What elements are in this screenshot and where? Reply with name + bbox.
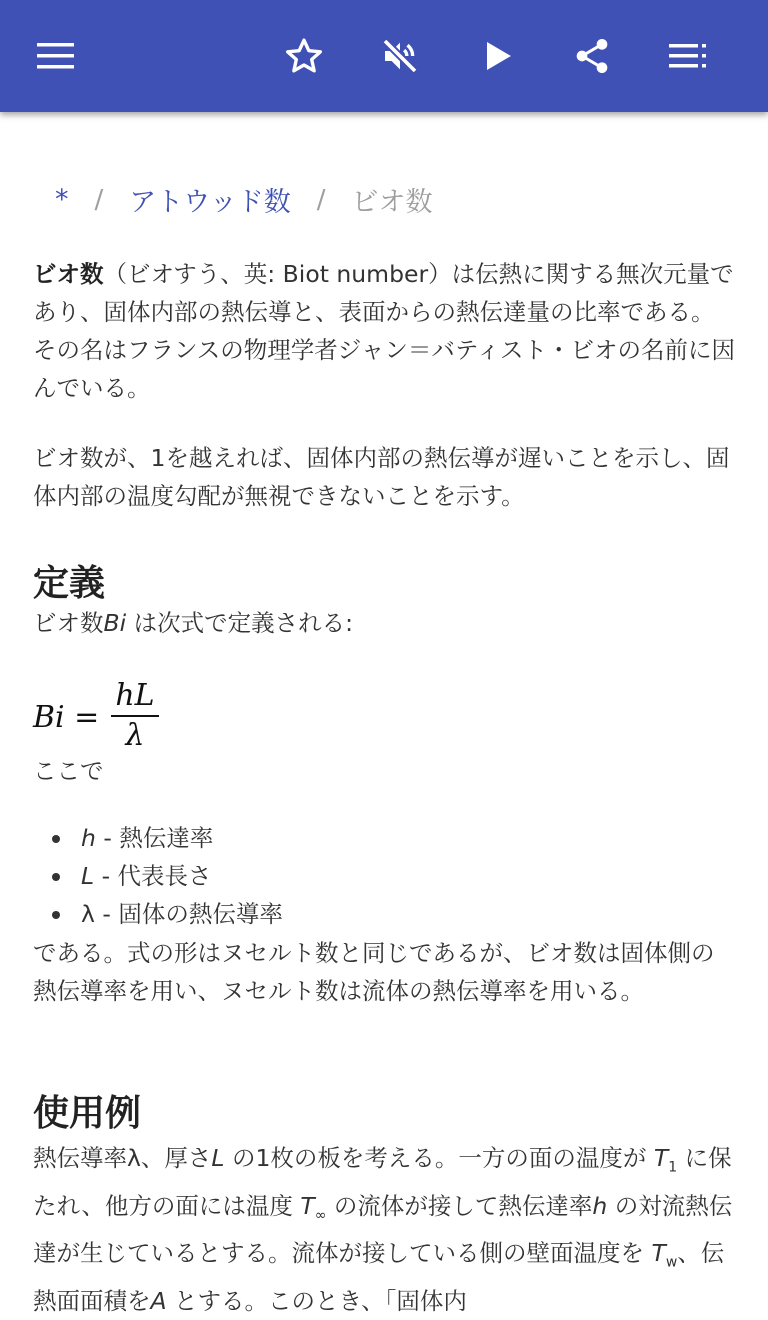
- variable-description: - 代表長さ: [94, 862, 212, 890]
- usage-paragraph: [33, 1139, 735, 1320]
- variable-list: [33, 819, 283, 933]
- breadcrumb-current: ビオ数: [351, 187, 433, 218]
- formula-denominator: λ: [125, 718, 145, 753]
- breadcrumb-root-link[interactable]: *: [55, 184, 69, 215]
- usage-variable: T: [651, 1239, 666, 1268]
- volume-off-icon: [380, 36, 420, 76]
- breadcrumb-separator: /: [94, 184, 104, 215]
- variable-symbol: L: [81, 862, 95, 890]
- usage-variable: h: [592, 1191, 608, 1220]
- usage-text: の1枚の板を考える。一方の面の温度が: [224, 1144, 654, 1172]
- intro-paragraph: [33, 255, 735, 407]
- usage-subscript: 1: [668, 1159, 678, 1176]
- breadcrumb: [55, 180, 433, 219]
- play-icon: [483, 40, 513, 72]
- usage-text: の対流熱伝達が生じているとする。流体が接している側の壁面温度を: [33, 1191, 733, 1268]
- list-item: [33, 819, 283, 857]
- play-button[interactable]: [468, 26, 528, 86]
- definition-lead-text: は次式で定義される:: [126, 609, 354, 637]
- variable-description: - 熱伝達率: [95, 824, 214, 852]
- usage-text: 、伝熱面面積を: [33, 1239, 725, 1316]
- definition-lead-text: ビオ数: [33, 609, 104, 637]
- formula-fraction: [111, 679, 158, 755]
- share-button[interactable]: [562, 26, 622, 86]
- breadcrumb-parent-link[interactable]: アトウッド数: [129, 187, 291, 218]
- biot-formula: [33, 677, 159, 757]
- usage-text: とする。このとき、「固体内: [166, 1287, 467, 1316]
- variable-description: - 固体の熱伝導率: [94, 900, 283, 928]
- formula-lhs: Bi =: [33, 699, 100, 735]
- usage-text: に保たれ、他方の面には温度: [33, 1144, 732, 1220]
- app-bar: [0, 0, 768, 112]
- usage-variable: A: [150, 1287, 167, 1316]
- article-title-bold: ビオ数: [33, 260, 104, 288]
- variable-symbol: λ: [81, 900, 95, 928]
- usage-variable: L: [211, 1144, 225, 1172]
- definition-after-paragraph: である。式の形はヌセルト数と同じであるが、ビオ数は固体側の熱伝導率を用い、ヌセルト数は流体の熱伝導率を用いる。: [33, 939, 715, 1005]
- mute-button[interactable]: [370, 26, 430, 86]
- usage-variable: T: [653, 1144, 669, 1172]
- intro-text: （ビオすう、英: Biot number）は伝熱に関する無次元量であり、固体内部の熱伝導と、表面からの熱伝達量の比率である。その名はフランスの物理学者ジャン＝バティスト・ビオの名前に因んでいる。: [33, 260, 735, 402]
- usage-heading: 使用例: [33, 1093, 142, 1134]
- table-of-contents-icon: [669, 43, 707, 69]
- table-of-contents-button[interactable]: [658, 26, 718, 86]
- menu-button[interactable]: [26, 26, 86, 86]
- variable-symbol: h: [81, 824, 96, 852]
- formula-numerator: hL: [111, 679, 158, 717]
- favorite-button[interactable]: [274, 26, 334, 86]
- usage-text: 熱伝導率λ、厚さ: [33, 1144, 212, 1172]
- usage-variable: T: [300, 1191, 315, 1220]
- second-paragraph: ビオ数が、1を越えれば、固体内部の熱伝導が遅いことを示し、固体内部の温度勾配が無視できないことを示す。: [33, 444, 730, 510]
- where-text: ここで: [33, 757, 104, 785]
- share-icon: [572, 36, 612, 76]
- list-item: [33, 857, 283, 895]
- star-outline-icon: [284, 36, 324, 76]
- list-item: [33, 895, 283, 933]
- definition-lead: [33, 604, 735, 642]
- usage-text: の流体が接して熱伝達率: [326, 1191, 593, 1220]
- menu-icon: [37, 42, 75, 70]
- breadcrumb-separator: /: [316, 184, 326, 215]
- bi-variable: Bi: [103, 609, 127, 637]
- definition-heading: 定義: [33, 563, 106, 604]
- usage-subscript: w: [665, 1255, 678, 1272]
- usage-subscript: ∞: [314, 1207, 327, 1224]
